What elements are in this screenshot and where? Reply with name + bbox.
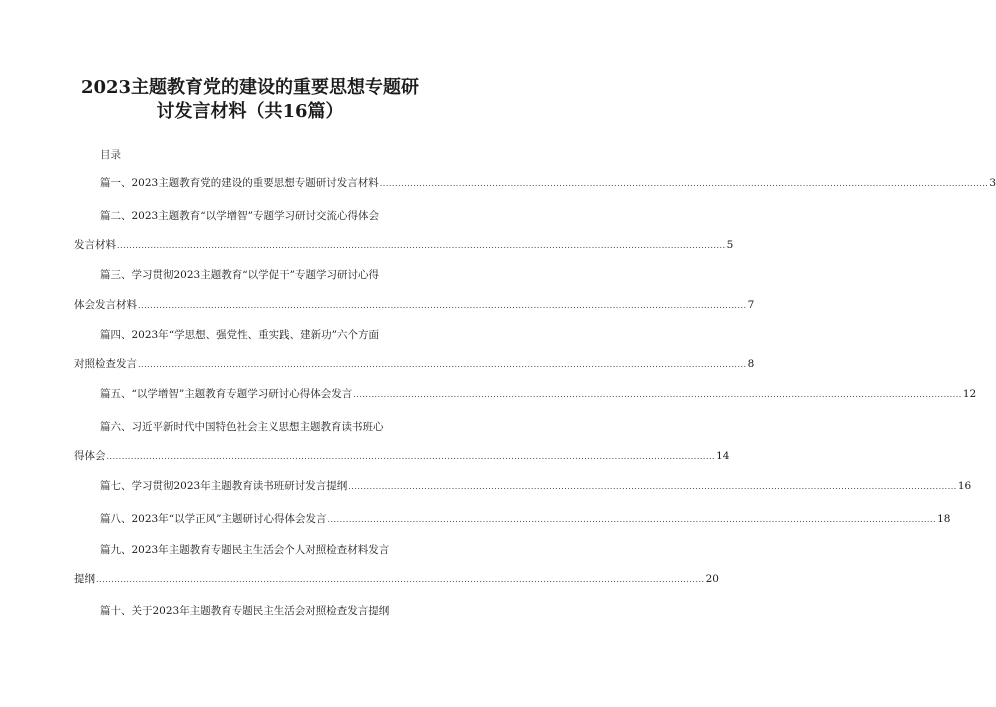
toc-entry-text: 篇九、2023年主题教育专题民主生活会个人对照检查材料发言	[100, 544, 390, 556]
dot-leader: ........................................................................................................................................................................................................	[327, 515, 937, 524]
title-line-2: 讨发言材料（共16篇）	[156, 101, 344, 122]
toc-entry-line[interactable]	[100, 387, 977, 402]
toc-page-number: 3	[989, 177, 996, 189]
toc-entry-text: 篇十、关于2023年主题教育专题民主生活会对照检查发言提纲	[100, 605, 390, 617]
toc-entry-text: 篇三、学习贯彻2023主题教育“以学促干”专题学习研讨心得	[100, 269, 379, 281]
toc-entry-text: 篇六、习近平新时代中国特色社会主义思想主题教育读书班心	[100, 421, 384, 433]
document-title	[60, 76, 440, 124]
toc-entry-line[interactable]	[100, 543, 430, 557]
toc-entry-line[interactable]	[100, 176, 996, 191]
dot-leader: ........................................................................................................................................................................................................	[106, 452, 716, 461]
toc-entry-line[interactable]	[100, 209, 430, 223]
toc-entry-line[interactable]	[74, 572, 719, 587]
toc-heading: 目录	[100, 149, 121, 161]
dot-leader: ........................................................................................................................................................................................................	[348, 482, 957, 491]
toc-entry-text: 得体会	[74, 450, 106, 462]
toc-entry-text: 篇一、2023主题教育党的建设的重要思想专题研讨发言材料	[100, 177, 379, 189]
toc-page-number: 7	[747, 299, 755, 311]
toc-entry-line[interactable]	[100, 479, 972, 494]
dot-leader: ........................................................................................................................................................................................................	[117, 241, 726, 250]
toc-entry-line[interactable]	[100, 268, 430, 282]
toc-entry-line[interactable]	[100, 512, 951, 527]
toc-page-number: 8	[747, 358, 755, 370]
toc-page-number: 5	[726, 239, 734, 251]
toc-page-number: 18	[937, 513, 951, 525]
toc-entry-text: 篇四、2023年“学思想、强党性、重实践、建新功”六个方面	[100, 329, 379, 341]
toc-entry-line[interactable]	[74, 357, 755, 372]
toc-entry-line[interactable]	[74, 298, 755, 313]
title-line-1: 2023主题教育党的建设的重要思想专题研	[80, 77, 420, 98]
toc-page-number: 12	[962, 388, 977, 400]
toc-page-number: 16	[957, 480, 972, 492]
toc-entry-text: 篇八、2023年“以学正风”主题研讨心得体会发言	[100, 513, 327, 525]
dot-leader: ........................................................................................................................................................................................................	[138, 360, 747, 369]
toc-entry-line[interactable]	[100, 420, 430, 434]
dot-leader: ........................................................................................................................................................................................................	[138, 301, 747, 310]
toc-entry-line[interactable]	[74, 238, 734, 253]
toc-entry-text: 篇七、学习贯彻2023年主题教育读书班研讨发言提纲	[100, 480, 348, 492]
toc-entry-line[interactable]	[100, 604, 430, 618]
dot-leader: ........................................................................................................................................................................................................	[353, 390, 962, 399]
toc-entry-text: 体会发言材料	[74, 299, 137, 311]
toc-page-number: 14	[716, 450, 730, 462]
toc-entry-text: 对照检查发言	[74, 358, 137, 370]
toc-entry-text: 提纲	[74, 573, 95, 585]
dot-leader: ........................................................................................................................................................................................................	[96, 575, 705, 584]
toc-entry-line[interactable]	[74, 449, 730, 464]
toc-entry-text: 篇二、2023主题教育“以学增智”专题学习研讨交流心得体会	[100, 210, 379, 222]
toc-page-number: 20	[705, 573, 719, 585]
dot-leader: ........................................................................................................................................................................................................	[379, 179, 989, 188]
toc-entry-text: 发言材料	[74, 239, 116, 251]
toc-entry-line[interactable]	[100, 328, 430, 342]
toc-entry-text: 篇五、“以学增智”主题教育专题学习研讨心得体会发言	[100, 388, 353, 400]
